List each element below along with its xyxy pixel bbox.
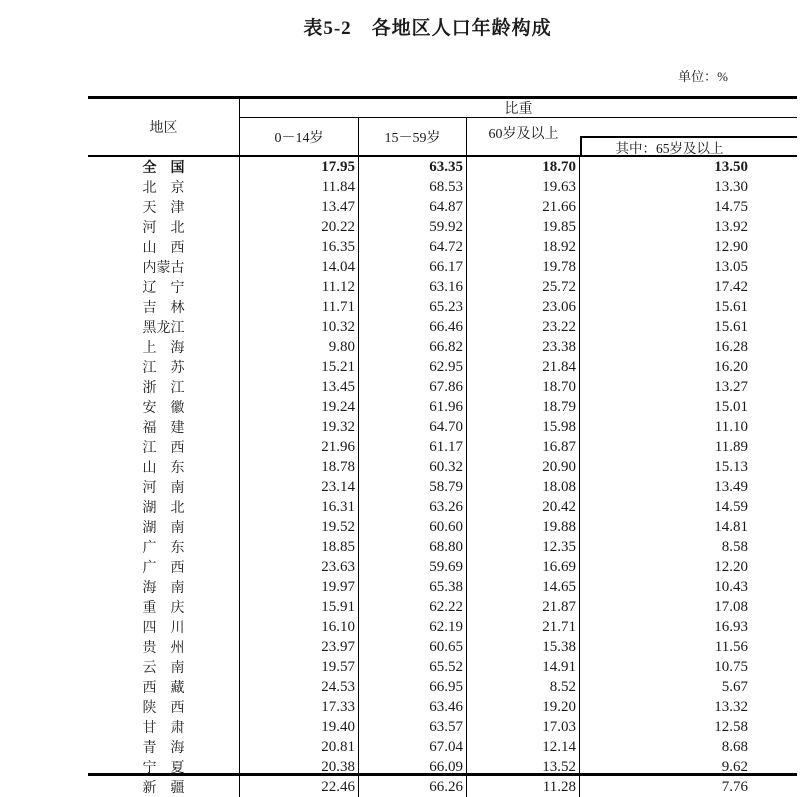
value-cell: 61.17: [359, 437, 467, 457]
value-cell: 10.32: [240, 317, 359, 337]
value-cell: 21.87: [467, 597, 580, 617]
value-cell: 21.84: [467, 357, 580, 377]
weight-group-header-cell: 比重: [240, 99, 797, 118]
value-cell: 14.65: [467, 577, 580, 597]
value-cell: 15.61: [714, 298, 748, 315]
value-cell: 13.45: [240, 377, 359, 397]
value-cell: 64.70: [359, 417, 467, 437]
table-row: [88, 337, 797, 357]
value-cell: 23.14: [240, 477, 359, 497]
value-cell: 20.42: [467, 497, 580, 517]
table-row: [88, 737, 797, 757]
value-cell: 65.52: [359, 657, 467, 677]
table-row: [88, 177, 797, 197]
age-composition-table: [88, 96, 797, 796]
value-cell: 25.72: [467, 277, 580, 297]
col-header-age-60-plus: 60岁及以上: [488, 126, 559, 142]
value-cell: 62.95: [359, 357, 467, 377]
value-cell: 8.52: [467, 677, 580, 697]
value-cell: 11.28: [467, 777, 580, 797]
region-cell: 上 海: [88, 337, 240, 357]
value-cell: 23.38: [467, 337, 580, 357]
value-cell: 63.46: [359, 697, 467, 717]
table-row: [88, 657, 797, 677]
value-cell: 24.53: [240, 677, 359, 697]
value-cell: 15.21: [240, 357, 359, 377]
value-cell: 66.09: [359, 757, 467, 777]
value-cell: 12.58: [714, 718, 748, 735]
value-cell: 18.85: [240, 537, 359, 557]
table-row: [88, 437, 797, 457]
table-row: [88, 597, 797, 617]
value-cell: 13.92: [714, 218, 748, 235]
value-cell: 12.90: [714, 238, 748, 255]
value-cell: 66.95: [359, 677, 467, 697]
region-cell: 甘 肃: [88, 717, 240, 737]
value-cell: 63.26: [359, 497, 467, 517]
value-cell: 19.24: [240, 397, 359, 417]
region-cell: 福 建: [88, 417, 240, 437]
region-cell: 吉 林: [88, 297, 240, 317]
value-cell: 13.30: [714, 178, 748, 195]
table-header: [88, 99, 797, 157]
value-cell: 19.78: [467, 257, 580, 277]
value-cell: 21.96: [240, 437, 359, 457]
value-cell: 18.78: [240, 457, 359, 477]
region-cell: 西 藏: [88, 677, 240, 697]
value-cell: 16.69: [467, 557, 580, 577]
value-cell: 14.04: [240, 257, 359, 277]
col-header-age-0-14: 0－14岁: [240, 118, 359, 155]
value-cell: 18.92: [467, 237, 580, 257]
value-cell: 7.76: [721, 778, 748, 795]
value-cell: 18.70: [467, 157, 580, 177]
table-row: [88, 277, 797, 297]
table-row: [88, 757, 797, 777]
value-cell: 16.31: [240, 497, 359, 517]
value-cell: 11.89: [714, 438, 748, 455]
value-cell: 12.14: [467, 737, 580, 757]
table-row: [88, 197, 797, 217]
value-cell: 11.10: [714, 418, 748, 435]
value-cell: 19.40: [240, 717, 359, 737]
table-row: [88, 417, 797, 437]
value-cell: 13.49: [714, 478, 748, 495]
region-cell: 内蒙古: [88, 257, 240, 277]
table-row: [88, 777, 797, 797]
region-cell: 山 东: [88, 457, 240, 477]
value-cell: 20.22: [240, 217, 359, 237]
region-cell: 广 东: [88, 537, 240, 557]
value-cell: 10.43: [714, 578, 748, 595]
value-cell: 16.93: [714, 618, 748, 635]
value-cell: 20.38: [240, 757, 359, 777]
page-title: 表5-2 各地区人口年龄构成: [303, 18, 552, 39]
value-cell: 67.04: [359, 737, 467, 757]
value-cell: 18.08: [467, 477, 580, 497]
region-cell: 河 北: [88, 217, 240, 237]
table-row: [88, 497, 797, 517]
value-cell: 19.97: [240, 577, 359, 597]
value-cell: 13.05: [714, 258, 748, 275]
value-cell: 11.71: [240, 297, 359, 317]
value-cell: 62.22: [359, 597, 467, 617]
region-cell: 浙 江: [88, 377, 240, 397]
value-cell: 66.26: [359, 777, 467, 797]
region-cell: 山 西: [88, 237, 240, 257]
value-cell: 19.20: [467, 697, 580, 717]
value-cell: 63.16: [359, 277, 467, 297]
value-cell: 11.84: [240, 177, 359, 197]
value-cell: 17.08: [714, 598, 748, 615]
region-cell: 黑龙江: [88, 317, 240, 337]
col-header-age-15-59: 15－59岁: [359, 118, 467, 155]
value-cell: 12.20: [714, 558, 748, 575]
value-cell: 14.91: [467, 657, 580, 677]
region-cell: 海 南: [88, 577, 240, 597]
value-cell: 23.97: [240, 637, 359, 657]
table-row: [88, 517, 797, 537]
region-cell: 辽 宁: [88, 277, 240, 297]
value-cell: 14.59: [714, 498, 748, 515]
value-cell: 15.01: [714, 398, 748, 415]
value-cell: 68.53: [359, 177, 467, 197]
region-cell: 青 海: [88, 737, 240, 757]
region-cell: 安 徽: [88, 397, 240, 417]
region-cell: 宁 夏: [88, 757, 240, 777]
value-cell: 18.70: [467, 377, 580, 397]
value-cell: 15.13: [714, 458, 748, 475]
value-cell: 13.52: [467, 757, 580, 777]
region-cell: 北 京: [88, 177, 240, 197]
value-cell: 18.79: [467, 397, 580, 417]
value-cell: 19.52: [240, 517, 359, 537]
table-row: [88, 617, 797, 637]
value-cell: 16.20: [714, 358, 748, 375]
value-cell: 60.32: [359, 457, 467, 477]
region-header-cell: 地区: [88, 99, 240, 155]
value-cell: 13.50: [714, 158, 748, 175]
region-cell: 江 苏: [88, 357, 240, 377]
table-row: [88, 577, 797, 597]
value-cell: 65.23: [359, 297, 467, 317]
region-cell: 湖 北: [88, 497, 240, 517]
value-cell: 23.63: [240, 557, 359, 577]
value-cell: 66.82: [359, 337, 467, 357]
value-cell: 11.56: [714, 638, 748, 655]
value-cell: 11.12: [240, 277, 359, 297]
region-cell: 重 庆: [88, 597, 240, 617]
region-cell: 河 南: [88, 477, 240, 497]
value-cell: 17.95: [240, 157, 359, 177]
value-cell: 59.69: [359, 557, 467, 577]
value-cell: 8.68: [721, 738, 748, 755]
table-row: [88, 317, 797, 337]
value-cell: 17.03: [467, 717, 580, 737]
table-row: [88, 637, 797, 657]
value-cell: 20.81: [240, 737, 359, 757]
table-row: [88, 477, 797, 497]
value-cell: 15.61: [714, 318, 748, 335]
value-cell: 60.65: [359, 637, 467, 657]
table-row: [88, 717, 797, 737]
value-cell: 59.92: [359, 217, 467, 237]
region-cell: 云 南: [88, 657, 240, 677]
region-cell: 陕 西: [88, 697, 240, 717]
value-cell: 61.96: [359, 397, 467, 417]
value-cell: 23.22: [467, 317, 580, 337]
value-cell: 15.98: [467, 417, 580, 437]
value-cell: 23.06: [467, 297, 580, 317]
value-cell: 58.79: [359, 477, 467, 497]
value-cell: 9.62: [721, 758, 748, 775]
value-cell: 20.90: [467, 457, 580, 477]
value-cell: 13.27: [714, 378, 748, 395]
value-cell: 16.10: [240, 617, 359, 637]
table-row: [88, 697, 797, 717]
table-row: [88, 297, 797, 317]
value-cell: 14.81: [714, 518, 748, 535]
col-header-age-65-plus: 其中：65岁及以上: [580, 136, 797, 155]
value-cell: 13.47: [240, 197, 359, 217]
value-cell: 66.46: [359, 317, 467, 337]
value-cell: 60.60: [359, 517, 467, 537]
region-cell: 天 津: [88, 197, 240, 217]
value-cell: 21.71: [467, 617, 580, 637]
table-row: [88, 397, 797, 417]
value-cell: 19.63: [467, 177, 580, 197]
value-cell: 16.35: [240, 237, 359, 257]
table-row: [88, 377, 797, 397]
value-cell: 65.38: [359, 577, 467, 597]
value-cell: 5.67: [721, 678, 748, 695]
unit-label: 单位：%: [678, 69, 728, 84]
value-cell: 22.46: [240, 777, 359, 797]
value-cell: 10.75: [714, 658, 748, 675]
value-cell: 12.35: [467, 537, 580, 557]
value-cell: 15.38: [467, 637, 580, 657]
value-cell: 15.91: [240, 597, 359, 617]
table-row: [88, 537, 797, 557]
value-cell: 19.85: [467, 217, 580, 237]
table-row: [88, 557, 797, 577]
table-body: [88, 157, 797, 796]
table-row: [88, 157, 797, 177]
region-cell: 四 川: [88, 617, 240, 637]
value-cell: 14.75: [714, 198, 748, 215]
value-cell: 63.57: [359, 717, 467, 737]
table-row: [88, 357, 797, 377]
value-cell: 66.17: [359, 257, 467, 277]
value-cell: 19.57: [240, 657, 359, 677]
value-cell: 19.32: [240, 417, 359, 437]
value-cell: 62.19: [359, 617, 467, 637]
value-cell: 63.35: [359, 157, 467, 177]
value-cell: 19.88: [467, 517, 580, 537]
region-cell: 全 国: [88, 157, 240, 177]
value-cell: 64.87: [359, 197, 467, 217]
table-row: [88, 217, 797, 237]
value-cell: 8.58: [721, 538, 748, 555]
table-row: [88, 457, 797, 477]
table-row: [88, 677, 797, 697]
value-cell: 64.72: [359, 237, 467, 257]
region-cell: 湖 南: [88, 517, 240, 537]
region-cell: 新 疆: [88, 777, 240, 797]
region-cell: 广 西: [88, 557, 240, 577]
value-cell: 16.87: [467, 437, 580, 457]
value-cell: 67.86: [359, 377, 467, 397]
table-row: [88, 237, 797, 257]
value-cell: 9.80: [240, 337, 359, 357]
value-cell: 16.28: [714, 338, 748, 355]
region-cell: 贵 州: [88, 637, 240, 657]
value-cell: 17.33: [240, 697, 359, 717]
table-row: [88, 257, 797, 277]
value-cell: 13.32: [714, 698, 748, 715]
value-cell: 17.42: [714, 278, 748, 295]
region-cell: 江 西: [88, 437, 240, 457]
value-cell: 68.80: [359, 537, 467, 557]
value-cell: 21.66: [467, 197, 580, 217]
